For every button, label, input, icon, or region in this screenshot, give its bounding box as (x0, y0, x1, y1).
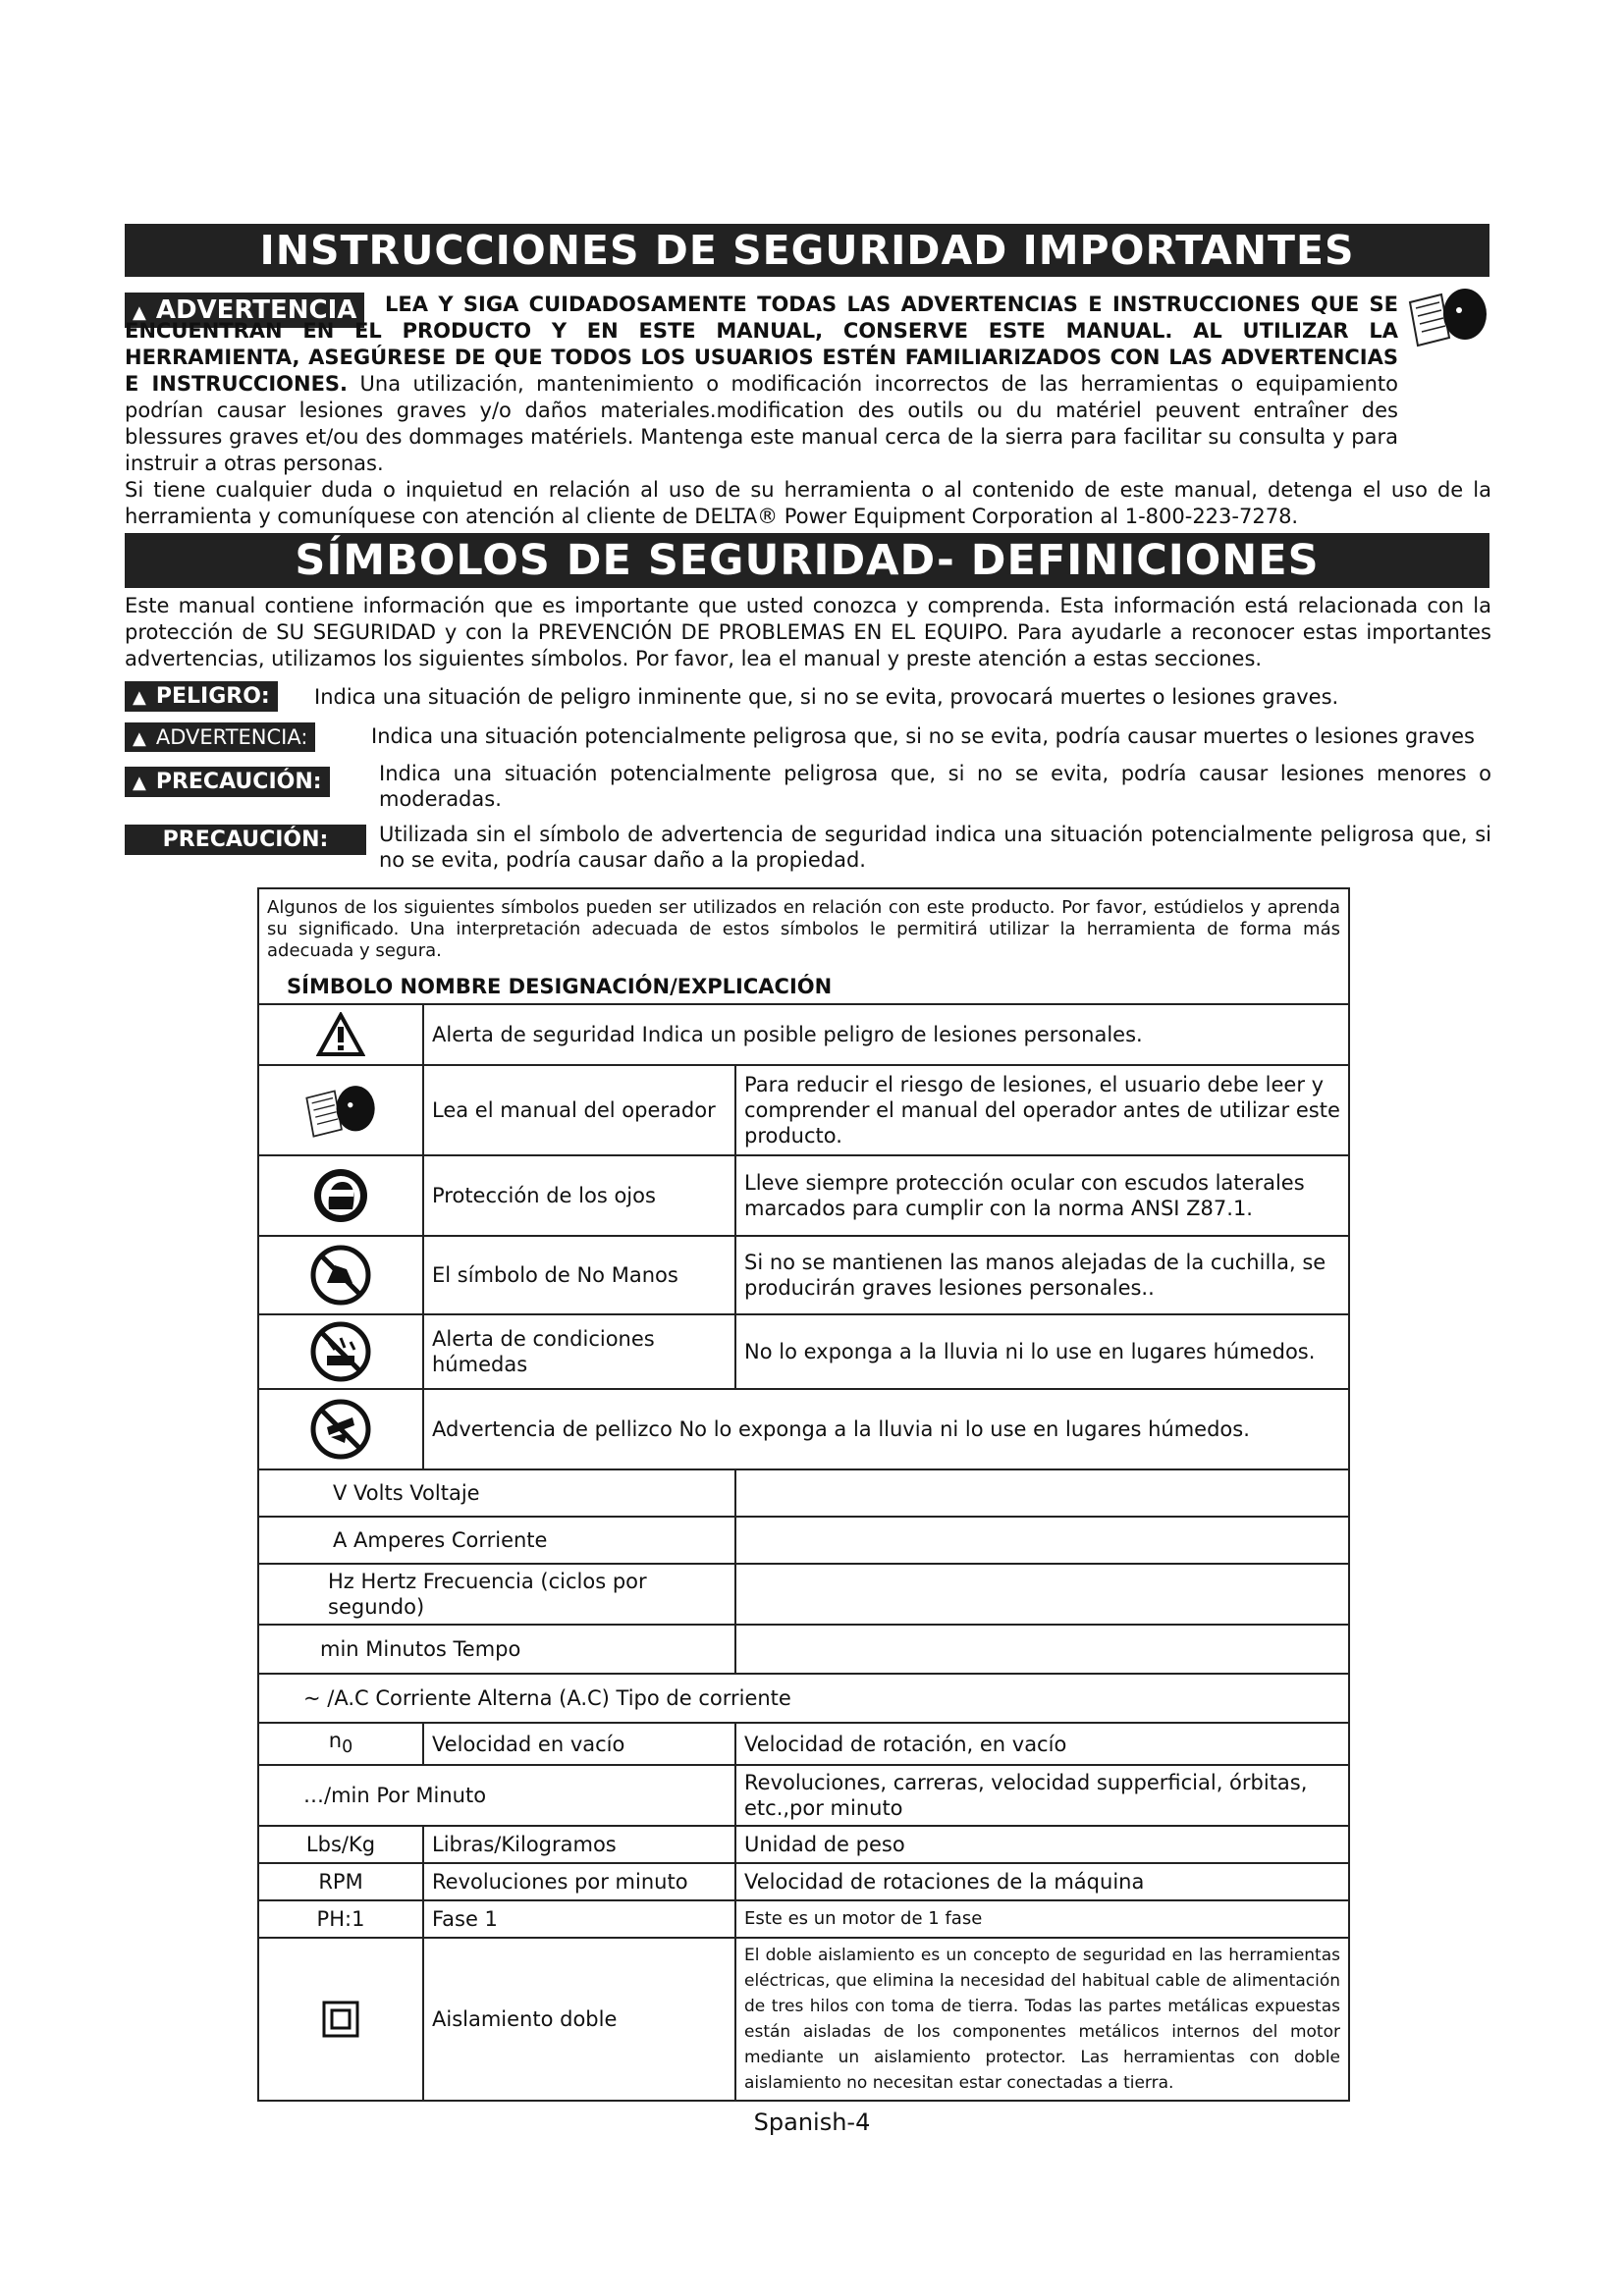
per-minute-desc: Revoluciones, carreras, velocidad supperficial, órbitas, etc.,por minuto (735, 1765, 1349, 1826)
contact-text: Si tiene cualquier duda o inquietud en relación al uso de su herramienta o al contenido de este manual, detenga el uso de la herramienta y comuníquese con atención al cliente de DELTA® Power Equipment Corporation al 1-800-223-7278. (125, 478, 1491, 528)
weight-symbol: Lbs/Kg (258, 1826, 423, 1863)
warning-triangle-icon: ▲ (133, 728, 146, 749)
rpm-name: Revoluciones por minuto (423, 1863, 735, 1900)
pinch-warning-icon (258, 1389, 423, 1469)
phase-name: Fase 1 (423, 1900, 735, 1938)
table-row (258, 1765, 1349, 1826)
table-row (258, 1723, 1349, 1765)
table-row (258, 1938, 1349, 2101)
table-row (258, 1314, 1349, 1389)
table-row (258, 1155, 1349, 1236)
table-intro: Algunos de los siguientes símbolos pueden ser utilizados en relación con este producto. Por favor, estúdielos y aprenda su significado. Una interpretación adecuada de estos símbolos le permitirá utilizar la herramienta de forma más adecuada y segura. (267, 897, 1340, 961)
read-manual-desc: Para reducir el riesgo de lesiones, el usuario debe leer y comprender el manual del operador antes de utilizar este producto. (735, 1065, 1349, 1155)
double-insulation-name: Aislamiento doble (423, 1938, 735, 2101)
rpm-symbol: RPM (258, 1863, 423, 1900)
warning-label: ADVERTENCIA (155, 295, 357, 325)
read-manual-name: Lea el manual del operador (423, 1065, 735, 1155)
warning-triangle-icon: ▲ (133, 773, 146, 793)
volts-row: V Volts Voltaje (258, 1469, 735, 1517)
eye-protection-name: Protección de los ojos (423, 1155, 735, 1236)
section-title-symbols: SÍMBOLOS DE SEGURIDAD- DEFINICIONES (125, 533, 1489, 588)
table-header: SÍMBOLO NOMBRE DESIGNACIÓN/EXPLICACIÓN (287, 975, 833, 998)
warning-triangle-icon: ▲ (133, 687, 146, 708)
symbols-intro: Este manual contiene información que es importante que usted conozca y comprenda. Esta información está relacionada con la protección de SU SEGURIDAD y con la PREVENCIÓN DE PROBLEMAS EN EL EQUIPO. Para ayudarle a reconocer estas importantes advertencias, utilizamos los siguientes símbolos. Por favor, lea el manual y preste atención a estas secciones. (125, 594, 1491, 670)
warning-definition: Indica una situación potencialmente peligrosa que, si no se evita, podría causar muertes o lesiones graves (371, 724, 1476, 748)
table-row (258, 1065, 1349, 1155)
minutes-row: min Minutos Tempo (258, 1625, 735, 1674)
caution-property-definition: Utilizada sin el símbolo de advertencia de seguridad indica una situación potencialmente peligrosa que, si no se evita, podría causar daño a la propiedad. (379, 823, 1491, 872)
pinch-warning-name: Advertencia de pellizco No lo exponga a la lluvia ni lo use en lugares húmedos. (423, 1389, 1349, 1469)
page-footer: Spanish-4 (753, 2109, 871, 2136)
table-row (258, 1004, 1349, 1065)
table-row (258, 1674, 1349, 1723)
caution-property-badge: PRECAUCIÓN: (125, 825, 366, 855)
wet-conditions-icon (258, 1314, 423, 1389)
danger-badge: ▲ PELIGRO: (125, 681, 278, 712)
double-insulation-icon (258, 1938, 423, 2101)
section1-intro (125, 292, 1491, 530)
table-row (258, 1863, 1349, 1900)
warning-triangle-icon: ▲ (133, 302, 146, 323)
table-row (258, 1900, 1349, 1938)
hertz-row: Hz Hertz Frecuencia (ciclos por segundo) (258, 1564, 735, 1625)
table-row (258, 1517, 1349, 1564)
danger-definition: Indica una situación de peligro inminente que, si no se evita, provocará muertes o lesiones graves. (314, 685, 1339, 709)
safety-alert-icon (258, 1004, 423, 1065)
phase-symbol: PH:1 (258, 1900, 423, 1938)
weight-name: Libras/Kilogramos (423, 1826, 735, 1863)
per-minute-row: …/min Por Minuto (258, 1765, 735, 1826)
no-hands-name: El símbolo de No Manos (423, 1236, 735, 1314)
wet-conditions-desc: No lo exponga a la lluvia ni lo use en lugares húmedos. (735, 1314, 1349, 1389)
n0-symbol: $n_0$ (258, 1723, 423, 1765)
eye-protection-desc: Lleve siempre protección ocular con escudos laterales marcados para cumplir con la norma ANSI Z87.1. (735, 1155, 1349, 1236)
no-hands-icon (258, 1236, 423, 1314)
phase-desc: Este es un motor de 1 fase (735, 1900, 1349, 1938)
table-row (258, 1625, 1349, 1674)
n0-desc: Velocidad de rotación, en vacío (735, 1723, 1349, 1765)
warning-text: Una utilización, mantenimiento o modificación incorrectos de las herramientas o equipamiento podrían causar lesiones graves y/o daños materiales.modification des outils ou du matériel peuvent entraîner des blessures graves et/ou des dommages matériels. Mantenga este manual cerca de la sierra para facilitar su consulta y para instruir a otras personas. (125, 372, 1399, 475)
section-title-safety-instructions: INSTRUCCIONES DE SEGURIDAD IMPORTANTES (125, 224, 1489, 277)
read-manual-icon (258, 1065, 423, 1155)
no-hands-desc: Si no se mantienen las manos alejadas de la cuchilla, se producirán graves lesiones personales.. (735, 1236, 1349, 1314)
symbols-table (257, 887, 1350, 2102)
alternating-current-row: ~ /A.C Corriente Alterna (A.C) Tipo de corriente (258, 1674, 1349, 1723)
caution-badge: ▲ PRECAUCIÓN: (125, 767, 330, 797)
safety-alert-name: Alerta de seguridad Indica un posible peligro de lesiones personales. (423, 1004, 1349, 1065)
table-row (258, 1826, 1349, 1863)
caution-definition: Indica una situación potencialmente peligrosa que, si no se evita, podría causar lesiones menores o moderadas. (379, 762, 1491, 811)
warning-def-badge: ▲ ADVERTENCIA: (125, 722, 315, 752)
bold-warning-text: LEA Y SIGA CUIDADOSAMENTE TODAS LAS ADVERTENCIAS E INSTRUCCIONES QUE SE ENCUENTRAN EN EL PRODUCTO Y EN ESTE MANUAL, CONSERVE ESTE MANUAL. AL UTILIZAR LA HERRAMIENTA, ASEGÚRESE DE QUE TODOS LOS USUARIOS ESTÉN FAMILIARIZADOS CON LAS ADVERTENCIAS E INSTRUCCIONES. (125, 293, 1398, 396)
table-row (258, 1564, 1349, 1625)
table-row (258, 1469, 1349, 1517)
table-row (258, 1389, 1349, 1469)
amperes-row: A Amperes Corriente (258, 1517, 735, 1564)
weight-desc: Unidad de peso (735, 1826, 1349, 1863)
table-row (258, 1236, 1349, 1314)
wet-conditions-name: Alerta de condiciones húmedas (423, 1314, 735, 1389)
rpm-desc: Velocidad de rotaciones de la máquina (735, 1863, 1349, 1900)
double-insulation-desc: El doble aislamiento es un concepto de seguridad en las herramientas eléctricas, que elimina la necesidad del habitual cable de alimentación de tres hilos con toma de tierra. Todas las partes metálicas expuestas están aisladas de los componentes metálicos internos del motor mediante un aislamiento protector. Las herramientas con doble aislamiento no necesitan estar conectadas a tierra. (735, 1938, 1349, 2101)
eye-protection-icon (258, 1155, 423, 1236)
n0-name: Velocidad en vacío (423, 1723, 735, 1765)
